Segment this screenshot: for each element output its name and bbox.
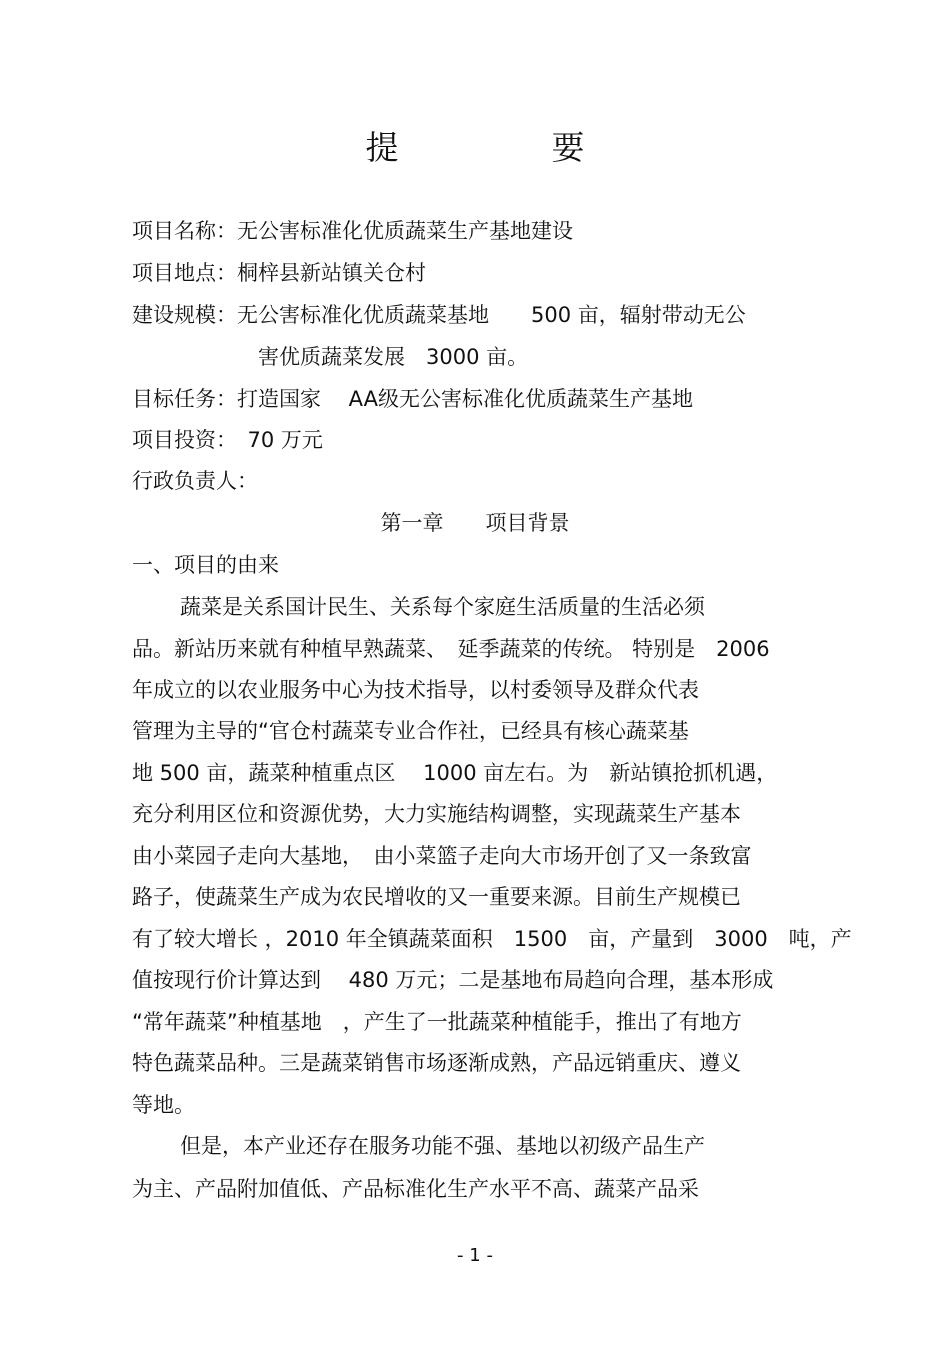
paragraph-line: 路子，使蔬菜生产成为农民增收的又一重要来源。目前生产规模已 [132, 885, 741, 909]
paragraph-line: 值按现行价计算达到 480 万元；二是基地布局趋向合理，基本形成 [132, 968, 774, 992]
paragraph-line: 但是，本产业还存在服务功能不强、基地以初级产品生产 [180, 1134, 705, 1158]
paragraph-line: 品。新站历来就有种植早熟蔬菜、 延季蔬菜的传统。 特别是 2006 [132, 637, 770, 661]
paragraph-line: 蔬菜是关系国计民生、关系每个家庭生活质量的生活必须 [180, 595, 705, 619]
paragraph-line: 为主、产品附加值低、产品标准化生产水平不高、蔬菜产品采 [132, 1177, 699, 1201]
paragraph-line: 等地。 [132, 1093, 195, 1117]
project-name-line: 项目名称：无公害标准化优质蔬菜生产基地建设 [132, 219, 573, 243]
paragraph-line: “常年蔬菜”种植基地 ，产生了一批蔬菜种植能手，推出了有地方 [132, 1010, 742, 1034]
paragraph-line: 地 500 亩，蔬菜种植重点区 1000 亩左右。为 新站镇抢抓机遇， [132, 761, 778, 785]
page-number: - 1 - [457, 1245, 493, 1266]
project-scale-line-cont: 害优质蔬菜发展 3000 亩。 [258, 345, 529, 369]
paragraph-line: 有了较大增长 ，2010 年全镇蔬菜面积 1500 亩，产量到 3000 吨，产 [132, 927, 852, 951]
paragraph-line: 充分利用区位和资源优势，大力实施结构调整，实现蔬菜生产基本 [132, 802, 741, 826]
project-location-line: 项目地点：桐梓县新站镇关仓村 [132, 261, 426, 285]
chapter-heading: 第一章 项目背景 [380, 511, 570, 535]
project-investment-line: 项目投资： 70 万元 [132, 428, 323, 452]
paragraph-line: 由小菜园子走向大基地， 由小菜篮子走向大市场开创了又一条致富 [132, 844, 752, 868]
section-heading: 一、项目的由来 [132, 553, 279, 577]
project-goal-line: 目标任务：打造国家 AA级无公害标准化优质蔬菜生产基地 [132, 387, 693, 411]
doc-title: 提 要 [365, 128, 645, 167]
project-scale-line: 建设规模：无公害标准化优质蔬菜基地 500 亩，辐射带动无公 [132, 303, 746, 327]
paragraph-line: 特色蔬菜品种。三是蔬菜销售市场逐渐成熟，产品远销重庆、遵义 [132, 1051, 741, 1075]
paragraph-line: 年成立的以农业服务中心为技术指导，以村委领导及群众代表 [132, 678, 699, 702]
project-leader-line: 行政负责人： [132, 469, 258, 493]
paragraph-line: 管理为主导的“官仓村蔬菜专业合作社，已经具有核心蔬菜基 [132, 719, 689, 743]
